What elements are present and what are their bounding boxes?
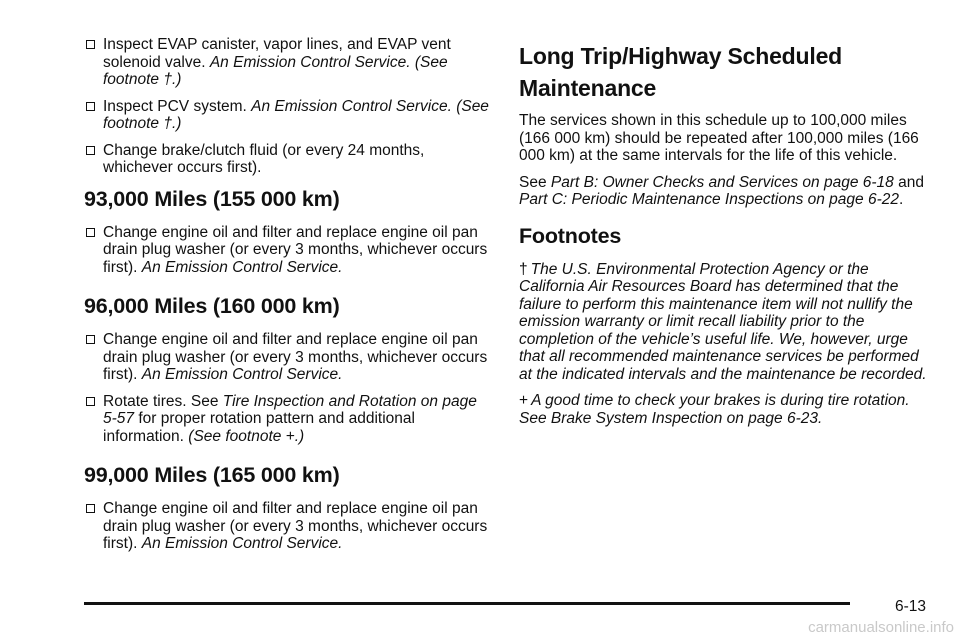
- cross-reference-link[interactable]: Tire Inspection and Rotation on page 5-57: [103, 392, 477, 427]
- long-trip-paragraph: The services shown in this schedule up to 100,000 miles (166 000 km) should be repeated after 100,000 miles (166 000 km) at the same intervals for the life of this vehicle.: [519, 112, 919, 164]
- footnote-plus: + A good time to check your brakes is during tire rotation. See Brake System Inspection on page 6-23.: [519, 392, 910, 427]
- checklist-item: [84, 36, 494, 89]
- checkbox-icon: [86, 228, 95, 237]
- watermark: carmanualsonline.info: [808, 619, 954, 636]
- item-text: Inspect PCV system.: [103, 97, 252, 115]
- part-b-link[interactable]: Part B: Owner Checks and Services on page 6-18: [550, 173, 894, 191]
- checkbox-icon: [86, 146, 95, 155]
- section-heading-96000: 96,000 Miles (160 000 km): [84, 294, 340, 318]
- checklist-item: [84, 224, 494, 277]
- footnotes-heading: Footnotes: [519, 223, 622, 248]
- item-text: Rotate tires. See: [103, 392, 223, 410]
- item-text: Change brake/clutch fluid (or every 24 months, whichever occurs first).: [103, 141, 425, 176]
- emission-service-note: An Emission Control Service.: [141, 535, 343, 552]
- checkbox-icon: [86, 397, 95, 406]
- checkbox-icon: [86, 40, 95, 49]
- emission-service-note: An Emission Control Service.: [141, 258, 343, 276]
- see-also-paragraph: See Part B: Owner Checks and Services on page 6-18 and Part C: Periodic Maintenance Inspections on page 6-22.: [519, 173, 924, 208]
- section-heading-99000: 99,000 Miles (165 000 km): [84, 463, 340, 487]
- checklist-item: [84, 393, 494, 446]
- checklist-item: [84, 142, 494, 177]
- checklist-item: [84, 331, 494, 384]
- plus-mark: +: [519, 392, 529, 409]
- long-trip-heading: Long Trip/Highway Scheduled Maintenance: [519, 43, 843, 101]
- footer-rule: [84, 602, 850, 605]
- page-number: 6-13: [894, 598, 926, 615]
- emission-service-note: An Emission Control Service. (See footnote †.): [103, 53, 448, 88]
- emission-service-note: An Emission Control Service. (See footnote †.): [103, 97, 489, 132]
- footnote-dagger: † The U.S. Environmental Protection Agency or the California Air Resources Board has determined that the failure to perform this maintenance item will not nullify the emission warranty or limit recall liability prior to the completion of the vehicle’s useful life. We, however, urge that all recommended maintenance services be performed at the indicated intervals and the maintenance be recorded.: [519, 260, 927, 383]
- left-column: [84, 36, 494, 562]
- checkbox-icon: [86, 504, 95, 513]
- item-text: Inspect EVAP canister, vapor lines, and EVAP vent solenoid valve.: [103, 36, 451, 71]
- footnote-reference: (See footnote +.): [188, 427, 305, 445]
- part-c-link[interactable]: Part C: Periodic Maintenance Inspections on page 6-22: [519, 191, 899, 208]
- checkbox-icon: [86, 335, 95, 344]
- checklist-item: [84, 500, 494, 553]
- right-column: [519, 40, 929, 436]
- item-text: Change engine oil and filter and replace engine oil pan drain plug washer (or every 3 months, whichever occurs first).: [103, 500, 488, 552]
- item-text: for proper rotation pattern and additional information.: [103, 410, 415, 445]
- emission-service-note: An Emission Control Service.: [141, 366, 343, 383]
- dagger-mark: †: [519, 260, 528, 278]
- item-text: Change engine oil and filter and replace engine oil pan drain plug washer (or every 3 months, whichever occurs first).: [103, 223, 488, 276]
- checkbox-icon: [86, 102, 95, 111]
- item-text: Change engine oil and filter and replace engine oil pan drain plug washer (or every 3 months, whichever occurs first).: [103, 331, 488, 383]
- checklist-item: [84, 98, 494, 133]
- section-heading-93000: 93,000 Miles (155 000 km): [84, 186, 340, 211]
